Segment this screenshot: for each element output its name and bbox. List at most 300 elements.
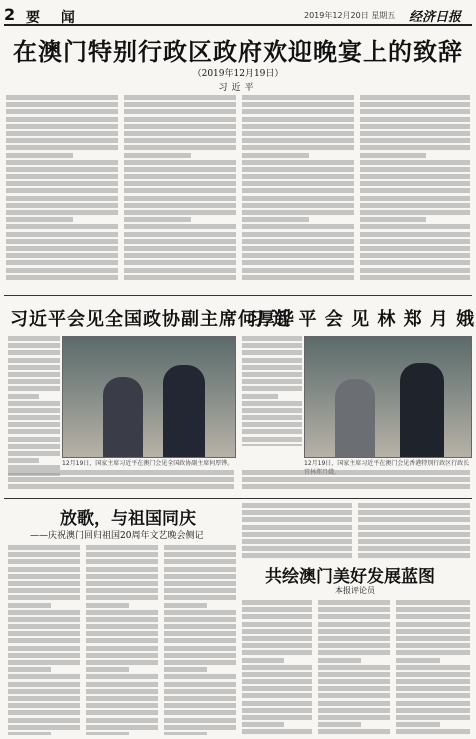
text-line (8, 617, 80, 622)
text-line (8, 567, 80, 572)
text-line (86, 646, 158, 651)
text-line (86, 660, 158, 665)
text-line (8, 484, 234, 489)
text-line (8, 458, 39, 463)
text-line (124, 260, 236, 265)
text-line (124, 138, 236, 143)
text-line (164, 718, 236, 723)
text-line (124, 224, 236, 229)
text-line (360, 224, 470, 229)
text-line (318, 722, 361, 727)
lead-body-col-3 (242, 95, 354, 280)
text-line (242, 650, 312, 655)
text-line (6, 167, 118, 172)
text-line (8, 660, 80, 665)
text-line (318, 715, 390, 720)
text-line (164, 703, 236, 708)
gala-headline: 放歌，与祖国同庆 (60, 509, 196, 529)
text-line (242, 672, 312, 677)
text-line (242, 358, 302, 363)
left-story-body-bottom (8, 470, 234, 492)
text-line (360, 232, 470, 237)
text-line (242, 477, 470, 482)
text-line (360, 174, 470, 179)
text-line (242, 517, 352, 522)
text-line (242, 607, 312, 612)
text-line (242, 532, 352, 537)
text-line (124, 102, 236, 107)
text-line (360, 260, 470, 265)
text-line (6, 232, 118, 237)
text-line (6, 109, 118, 114)
text-line (8, 682, 80, 687)
text-line (360, 210, 470, 215)
text-line (124, 232, 236, 237)
text-line (318, 708, 390, 713)
gala-body-col-2 (86, 545, 158, 735)
text-line (242, 217, 309, 222)
text-line (8, 408, 60, 413)
text-line (86, 703, 158, 708)
text-line (6, 224, 118, 229)
left-story-body (8, 336, 60, 476)
text-line (124, 246, 236, 251)
text-line (242, 253, 354, 258)
lead-body-col-1 (6, 95, 118, 280)
text-line (396, 600, 470, 605)
text-line (242, 246, 354, 251)
text-line (242, 484, 470, 489)
text-line (242, 658, 284, 663)
text-line (242, 386, 302, 391)
text-line (242, 181, 354, 186)
text-line (242, 629, 312, 634)
text-line (8, 732, 51, 735)
text-line (8, 674, 80, 679)
text-line (8, 696, 80, 701)
text-line (124, 95, 236, 100)
lead-author: 习近平 (218, 83, 258, 93)
text-line (242, 365, 302, 370)
text-line (360, 145, 470, 150)
text-line (242, 708, 312, 713)
lead-body-col-4 (360, 95, 470, 280)
text-line (360, 253, 470, 258)
text-line (86, 682, 158, 687)
text-line (6, 253, 118, 258)
text-line (396, 643, 470, 648)
text-line (8, 703, 80, 708)
text-line (124, 160, 236, 165)
text-line (8, 631, 80, 636)
blueprint-body-col-2 (318, 600, 390, 734)
text-line (318, 672, 390, 677)
text-line (164, 588, 236, 593)
divider (4, 498, 472, 499)
text-line (360, 160, 470, 165)
text-line (360, 109, 470, 114)
text-line (242, 553, 352, 558)
text-line (360, 196, 470, 201)
text-line (8, 595, 80, 600)
text-line (242, 643, 312, 648)
text-line (242, 422, 302, 427)
text-line (8, 451, 60, 456)
text-line (242, 539, 352, 544)
text-line (242, 408, 302, 413)
text-line (164, 682, 236, 687)
text-line (360, 217, 426, 222)
photo-xi-lam (304, 336, 472, 458)
paper-name: 经济日报 (409, 10, 462, 25)
text-line (242, 722, 284, 727)
text-line (164, 732, 207, 735)
text-line (358, 517, 470, 522)
text-line (124, 203, 236, 208)
text-line (360, 95, 470, 100)
text-line (6, 153, 73, 158)
text-line (86, 559, 158, 564)
text-line (6, 210, 118, 215)
blueprint-body-col-3 (396, 600, 470, 734)
text-line (242, 622, 312, 627)
text-line (164, 617, 236, 622)
text-line (164, 567, 236, 572)
text-line (8, 653, 80, 658)
text-line (396, 672, 470, 677)
text-line (360, 153, 426, 158)
text-line (318, 607, 390, 612)
text-line (124, 145, 236, 150)
text-line (124, 210, 236, 215)
text-line (8, 545, 80, 550)
text-line (358, 553, 470, 558)
text-line (86, 610, 158, 615)
text-line (8, 718, 80, 723)
text-line (86, 725, 158, 730)
text-line (8, 638, 80, 643)
text-line (86, 574, 158, 579)
text-line (8, 603, 51, 608)
lead-dateline: （2019年12月19日） (192, 69, 284, 79)
text-line (396, 607, 470, 612)
text-line (6, 188, 118, 193)
text-line (8, 710, 80, 715)
text-line (8, 429, 60, 434)
text-line (164, 559, 236, 564)
text-line (164, 595, 236, 600)
text-line (6, 124, 118, 129)
text-line (124, 196, 236, 201)
text-line (124, 217, 191, 222)
text-line (164, 660, 236, 665)
text-line (242, 160, 354, 165)
text-line (86, 710, 158, 715)
text-line (86, 732, 129, 735)
text-line (164, 545, 236, 550)
text-line (318, 679, 390, 684)
text-line (164, 696, 236, 701)
text-line (242, 260, 354, 265)
right-story-headline: 习 近 平 会 见 林 郑 月 娥 (246, 309, 476, 330)
text-line (124, 124, 236, 129)
text-line (86, 653, 158, 658)
text-line (6, 102, 118, 107)
text-line (8, 610, 80, 615)
text-line (242, 153, 309, 158)
text-line (6, 138, 118, 143)
text-line (242, 109, 354, 114)
text-line (124, 253, 236, 258)
text-line (6, 117, 118, 122)
text-line (358, 525, 470, 530)
text-line (164, 725, 236, 730)
text-line (242, 525, 352, 530)
text-line (86, 581, 158, 586)
text-line (242, 102, 354, 107)
text-line (242, 131, 354, 136)
text-line (242, 336, 302, 341)
text-line (124, 181, 236, 186)
text-line (396, 708, 470, 713)
right-story-body (242, 336, 302, 446)
text-line (6, 131, 118, 136)
text-line (242, 343, 302, 348)
text-line (8, 725, 80, 730)
text-line (86, 689, 158, 694)
text-line (242, 503, 352, 508)
gala-subhead: ——庆祝澳门回归祖国20周年文艺晚会侧记 (30, 531, 204, 541)
text-line (6, 95, 118, 100)
text-line (318, 614, 390, 619)
text-line (242, 372, 302, 377)
text-line (360, 188, 470, 193)
text-line (242, 614, 312, 619)
text-line (242, 224, 354, 229)
page-number: 2 (4, 5, 16, 24)
gala-body-col-3 (164, 545, 236, 735)
text-line (8, 559, 80, 564)
text-line (124, 275, 236, 280)
text-line (242, 444, 302, 446)
text-line (396, 679, 470, 684)
text-line (242, 715, 312, 720)
text-line (242, 138, 354, 143)
right-photo-caption: 12月19日，国家主席习近平在澳门会见香港特别行政区行政长 (304, 460, 470, 467)
text-line (242, 546, 352, 551)
text-line (242, 268, 354, 273)
text-line (396, 686, 470, 691)
text-line (8, 574, 80, 579)
text-line (86, 617, 158, 622)
text-line (164, 646, 236, 651)
text-line (318, 658, 361, 663)
text-line (86, 638, 158, 643)
text-line (8, 667, 51, 672)
text-line (164, 674, 236, 679)
section-name: 要 闻 (26, 10, 83, 26)
text-line (8, 336, 60, 341)
text-line (396, 614, 470, 619)
text-line (164, 610, 236, 615)
text-line (360, 203, 470, 208)
text-line (242, 95, 354, 100)
text-line (318, 665, 390, 670)
text-line (242, 701, 312, 706)
text-line (86, 552, 158, 557)
text-line (242, 232, 354, 237)
text-line (6, 174, 118, 179)
text-line (360, 117, 470, 122)
text-line (242, 693, 312, 698)
text-line (124, 109, 236, 114)
text-line (396, 715, 470, 720)
text-line (242, 210, 354, 215)
text-line (86, 603, 129, 608)
text-line (360, 138, 470, 143)
text-line (124, 117, 236, 122)
text-line (6, 145, 118, 150)
text-line (360, 167, 470, 172)
text-line (6, 203, 118, 208)
text-line (6, 246, 118, 251)
text-line (8, 379, 60, 384)
text-line (6, 268, 118, 273)
text-line (6, 239, 118, 244)
text-line (358, 503, 470, 508)
text-line (318, 629, 390, 634)
lead-body-col-2 (124, 95, 236, 280)
text-line (8, 470, 234, 475)
text-line (8, 350, 60, 355)
text-line (396, 693, 470, 698)
text-line (86, 595, 158, 600)
text-line (6, 196, 118, 201)
text-line (318, 622, 390, 627)
text-line (164, 581, 236, 586)
text-line (360, 275, 470, 280)
text-line (242, 188, 354, 193)
text-line (8, 358, 60, 363)
text-line (318, 701, 390, 706)
text-line (124, 131, 236, 136)
text-line (8, 581, 80, 586)
blueprint-byline: 本报评论员 (335, 586, 375, 595)
left-photo-caption: 12月19日，国家主席习近平在澳门会见全国政协副主席何厚铧。 (62, 460, 234, 467)
text-line (86, 588, 158, 593)
blueprint-headline: 共绘澳门美好发展蓝图 (265, 567, 435, 587)
text-line (8, 394, 39, 399)
text-line (8, 422, 60, 427)
text-line (318, 693, 390, 698)
text-line (8, 588, 80, 593)
text-line (86, 631, 158, 636)
text-line (164, 624, 236, 629)
text-line (164, 689, 236, 694)
text-line (358, 532, 470, 537)
text-line (242, 470, 470, 475)
text-line (8, 552, 80, 557)
text-line (8, 624, 80, 629)
text-line (124, 153, 191, 158)
text-line (396, 629, 470, 634)
text-line (6, 275, 118, 280)
text-line (164, 631, 236, 636)
text-line (164, 667, 207, 672)
text-line (6, 217, 73, 222)
text-line (124, 167, 236, 172)
text-line (396, 650, 470, 655)
text-line (242, 437, 302, 442)
text-line (242, 729, 312, 734)
text-line (318, 636, 390, 641)
text-line (242, 117, 354, 122)
text-line (86, 667, 129, 672)
text-line (8, 444, 60, 449)
text-line (242, 665, 312, 670)
text-line (396, 722, 440, 727)
text-line (8, 401, 60, 406)
gala-body-col-4 (242, 503, 352, 558)
text-line (242, 124, 354, 129)
text-line (242, 636, 312, 641)
text-line (242, 510, 352, 515)
gala-body-col-1 (8, 545, 80, 735)
text-line (242, 600, 312, 605)
text-line (242, 401, 302, 406)
text-line (124, 188, 236, 193)
masthead (4, 4, 472, 26)
text-line (242, 686, 312, 691)
text-line (242, 174, 354, 179)
text-line (242, 203, 354, 208)
text-line (360, 268, 470, 273)
right-story-body-bottom (242, 470, 470, 492)
text-line (242, 239, 354, 244)
text-line (396, 701, 470, 706)
text-line (318, 643, 390, 648)
text-line (318, 686, 390, 691)
text-line (360, 131, 470, 136)
text-line (86, 674, 158, 679)
text-line (360, 124, 470, 129)
text-line (8, 365, 60, 370)
text-line (242, 394, 278, 399)
text-line (86, 696, 158, 701)
text-line (164, 552, 236, 557)
issue-date: 2019年12月20日 星期五 (304, 11, 396, 20)
text-line (242, 275, 354, 280)
text-line (242, 415, 302, 420)
text-line (242, 196, 354, 201)
text-line (124, 239, 236, 244)
text-line (8, 386, 60, 391)
text-line (6, 160, 118, 165)
text-line (164, 710, 236, 715)
text-line (360, 102, 470, 107)
text-line (396, 665, 470, 670)
text-line (164, 638, 236, 643)
photo-xi-ho (62, 336, 236, 458)
text-line (164, 603, 207, 608)
text-line (8, 477, 234, 482)
left-story-headline: 习近平会见全国政协副主席何厚铧 (10, 309, 295, 330)
text-line (124, 174, 236, 179)
text-line (86, 624, 158, 629)
text-line (318, 600, 390, 605)
lead-headline: 在澳门特别行政区政府欢迎晚宴上的致辞 (13, 38, 463, 66)
blueprint-body-col-1 (242, 600, 312, 734)
